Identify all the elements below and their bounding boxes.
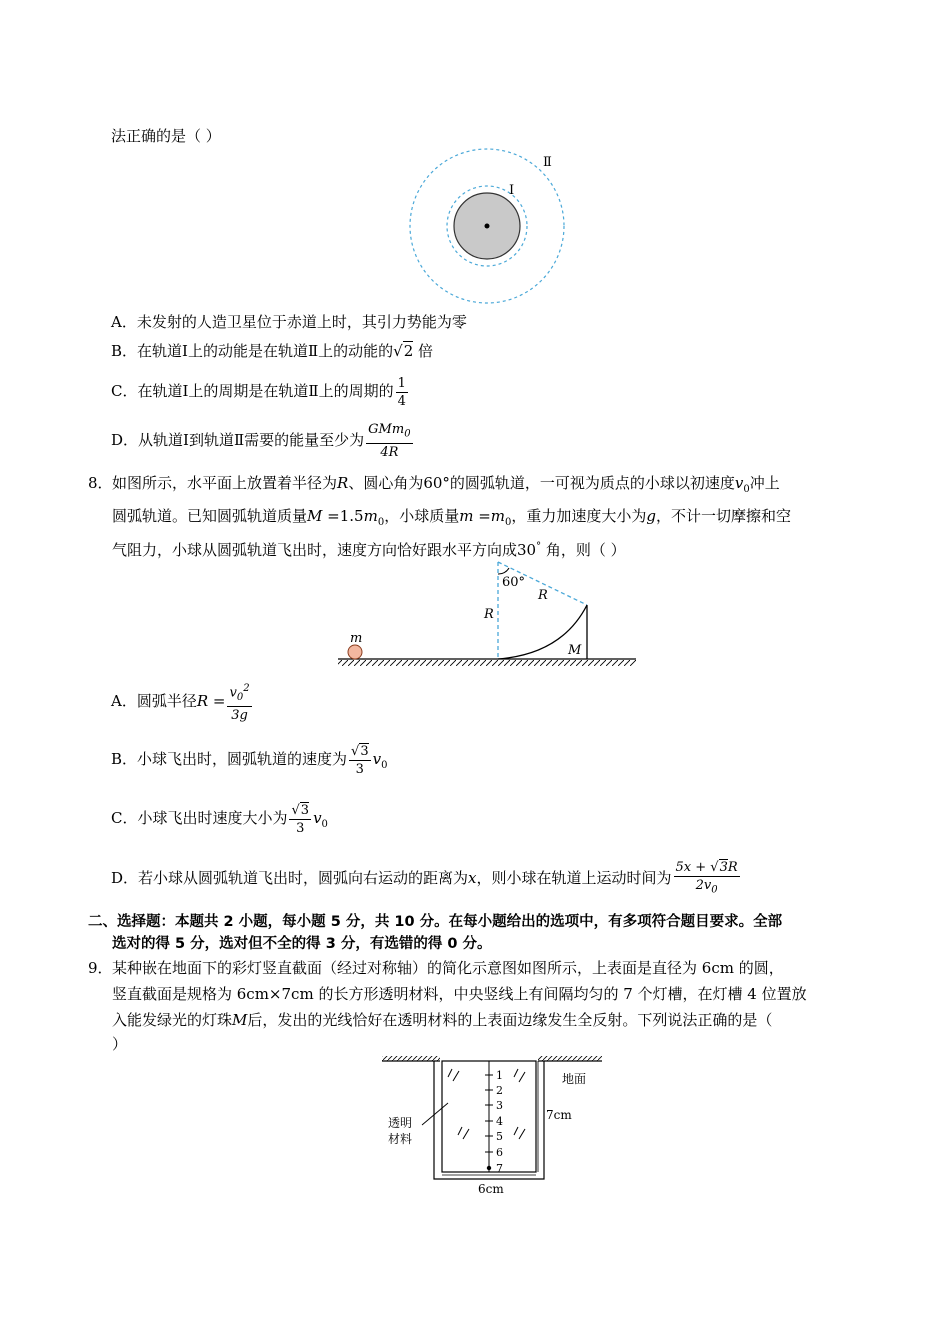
q7-option-d-fraction	[366, 421, 412, 461]
angle-label: 60°	[502, 575, 526, 590]
root: 3	[300, 802, 310, 818]
q8-track-figure	[330, 558, 650, 670]
slot-label: 6	[496, 1146, 503, 1159]
q8-option-c-fraction	[289, 802, 311, 837]
q9-line-1: 某种嵌在地面下的彩灯竖直截面（经过对称轴）的简化示意图如图所示，上表面是直径为 6cm 的圆，	[112, 959, 784, 977]
numerator-text: GMm	[368, 422, 405, 438]
fraction-numerator	[227, 680, 251, 707]
text: 如图所示，水平面上放置着半径为	[112, 474, 338, 492]
ground-hatch-left	[382, 1056, 440, 1061]
ground-label: 地面	[562, 1072, 587, 1086]
q8-option-c	[111, 797, 328, 846]
q7-option-c-text: C．在轨道Ⅰ上的周期是在轨道Ⅱ上的周期的	[111, 382, 394, 400]
q8-option-d	[111, 857, 742, 899]
text: =	[473, 507, 491, 525]
denominator-text: 2v	[695, 878, 712, 894]
text: ，则小球在轨道上运动时间为	[476, 869, 672, 887]
q8-option-b-fraction	[349, 743, 371, 778]
fraction-numerator	[366, 421, 412, 444]
text: D．若小球从圆弧轨道飞出时，圆弧向右运动的距离为	[111, 869, 469, 887]
var: R	[196, 691, 209, 710]
lamp-bead	[487, 1166, 491, 1170]
numerator-var: R	[727, 860, 738, 876]
angle-value: 30	[517, 541, 537, 559]
q9-line-2: 竖直截面是规格为 6cm×7cm 的长方形透明材料，中央竖线上有间隔均匀的 7 个灯槽，在灯槽 4 位置放	[112, 985, 807, 1003]
var: x	[468, 869, 477, 887]
q7-stem-tail: 法正确的是（ ）	[111, 127, 221, 145]
denominator-sub: 0	[711, 884, 718, 896]
section-two-heading-line-2: 选对的得 5 分，选对但不全的得 3 分，有选错的得 0 分。	[112, 936, 492, 952]
fraction-denominator	[674, 877, 740, 899]
numerator-sub: 0	[404, 428, 411, 440]
q7-option-d-text: D．从轨道Ⅰ到轨道Ⅱ需要的能量至少为	[111, 431, 365, 449]
radius-label-slant: R	[538, 588, 548, 603]
ball-mass-label: m	[350, 631, 363, 646]
var: M	[307, 507, 323, 525]
q7-option-b	[111, 341, 433, 361]
var: M	[232, 1011, 248, 1029]
q9-line-4: ）	[112, 1035, 128, 1053]
slot-label: 4	[496, 1115, 503, 1128]
material-label-2: 材料	[388, 1132, 413, 1146]
q7-option-b-text: B．在轨道Ⅰ上的动能是在轨道Ⅱ上的动能的	[111, 342, 394, 360]
sub: 0	[381, 760, 388, 771]
var: m	[459, 507, 474, 525]
q8-option-b	[111, 738, 387, 787]
text: B．小球飞出时，圆弧轨道的速度为	[111, 750, 348, 768]
text: ，不计一切摩擦和空	[656, 507, 792, 525]
numerator-text: 5x +	[675, 860, 711, 876]
q9-number: 9．	[88, 959, 113, 977]
text: ，重力加速度大小为	[511, 507, 647, 525]
height-label: 7cm	[546, 1108, 572, 1122]
text: =	[208, 691, 226, 710]
degree-sign: °	[536, 541, 542, 552]
sqrt-sign: √	[393, 342, 403, 360]
var: v	[734, 474, 744, 492]
var: R	[337, 474, 349, 492]
slot-label: 1	[496, 1069, 503, 1082]
var: m	[490, 507, 506, 525]
q7-orbit-figure	[405, 145, 575, 307]
q8-option-a-fraction	[227, 680, 251, 724]
numerator-var: v	[229, 685, 237, 701]
width-label: 6cm	[478, 1182, 504, 1196]
angle-arc	[498, 568, 509, 574]
radius-label-left: R	[484, 607, 494, 622]
root: 3	[719, 860, 728, 876]
ground-hatch-right	[538, 1056, 602, 1061]
fraction-denominator: 3	[355, 761, 364, 777]
q7-option-b-root: 2	[403, 342, 414, 360]
var: v	[372, 750, 382, 768]
text: 后，发出的光线恰好在透明材料的上表面边缘发生全反射。下列说法正确的是（	[247, 1011, 773, 1029]
orbit-one-label: Ⅰ	[509, 183, 515, 198]
q8-option-d-fraction	[674, 859, 740, 899]
sub: 0	[321, 819, 328, 830]
ball	[348, 645, 362, 659]
q8-line-2	[112, 506, 791, 533]
q7-option-c	[111, 372, 410, 410]
text: A．圆弧半径	[111, 691, 197, 710]
fraction-denominator: 3	[296, 820, 305, 836]
sub: 0	[743, 484, 750, 495]
root: 3	[360, 743, 369, 759]
text: 圆弧轨道。已知圆弧轨道质量	[112, 507, 308, 525]
text: ，小球质量	[384, 507, 460, 525]
text: 冲上	[749, 474, 780, 492]
planet-center	[485, 224, 490, 229]
ground-hatch	[338, 660, 636, 666]
text: =1.5	[322, 507, 364, 525]
text: 角，则（ ）	[541, 541, 626, 559]
slot-label: 2	[496, 1084, 503, 1097]
q9-lamp-figure	[378, 1055, 608, 1197]
fraction-numerator: 5x + √3R	[675, 860, 738, 876]
var: v	[313, 809, 322, 827]
slot-label: 7	[496, 1162, 503, 1175]
slot-label: 3	[496, 1099, 503, 1112]
q7-option-a: A．未发射的人造卫星位于赤道上时，其引力势能为零	[111, 313, 467, 331]
q8-line-1	[112, 473, 780, 500]
text: 气阻力，小球从圆弧轨道飞出时，速度方向恰好跟水平方向成	[112, 541, 518, 559]
fraction-numerator: √3	[351, 743, 369, 759]
text: 、圆心角为60°的圆弧轨道，一可视为质点的小球以初速度	[348, 474, 735, 492]
fraction-denominator: 4	[397, 393, 406, 409]
fraction-numerator: √3	[291, 802, 310, 818]
numerator-sub: 0	[236, 691, 244, 703]
q9-line-3	[112, 1010, 772, 1030]
fraction-denominator: 3g	[231, 707, 248, 723]
var: m	[363, 507, 378, 525]
text: C．小球飞出时速度大小为	[111, 809, 288, 827]
text: 入能发绿光的灯珠	[112, 1011, 233, 1029]
sub: 0	[505, 517, 512, 528]
q8-line-3	[112, 537, 626, 560]
var: g	[646, 507, 657, 525]
material-label-1: 透明	[388, 1116, 413, 1130]
slot-label: 5	[496, 1130, 503, 1143]
q8-number: 8．	[88, 474, 113, 492]
q7-option-c-fraction	[396, 375, 408, 410]
fraction-numerator: 1	[397, 375, 406, 391]
fraction-denominator: 4R	[380, 444, 399, 460]
track-mass-label: M	[568, 643, 582, 658]
q7-option-b-unit: 倍	[418, 342, 434, 360]
orbit-two-label: Ⅱ	[543, 155, 552, 170]
section-two-heading-line-1: 二、选择题：本题共 2 小题，每小题 5 分，共 10 分。在每小题给出的选项中，有多项符合题目要求。全部	[88, 914, 783, 930]
sub: 0	[377, 517, 385, 528]
q7-option-d	[111, 420, 415, 461]
q8-option-a	[111, 680, 254, 724]
numerator-sup: 2	[243, 683, 250, 694]
